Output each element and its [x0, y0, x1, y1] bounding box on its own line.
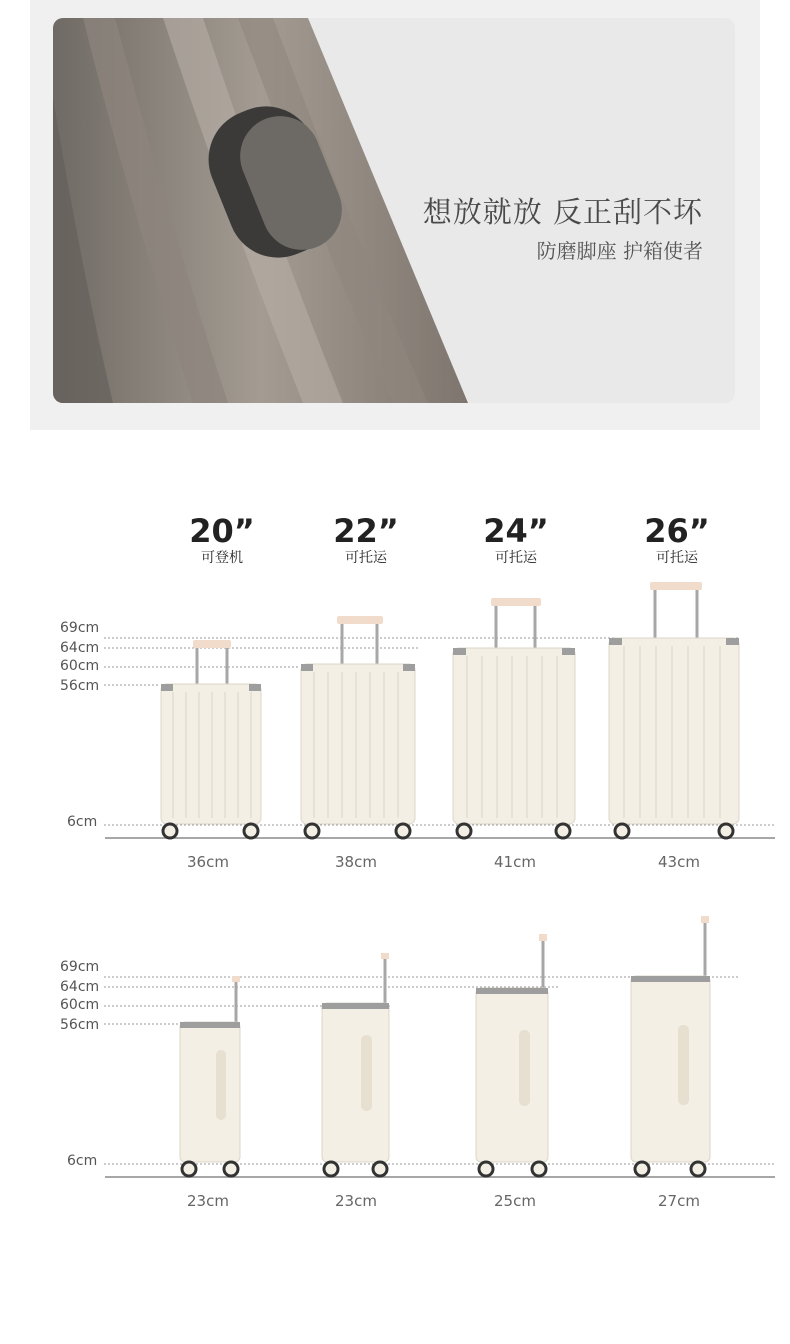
side-height-mark-56: 56cm	[60, 1017, 100, 1033]
width-label-24: 41cm	[494, 853, 536, 871]
size-20-header	[162, 513, 282, 567]
width-label-22: 38cm	[335, 853, 377, 871]
hero-title: 想放就放 反正刮不坏	[422, 195, 703, 229]
depth-label-24: 25cm	[494, 1192, 536, 1210]
suitcase-26-front	[609, 582, 739, 838]
size-note: 可托运	[495, 550, 537, 566]
width-label-20: 36cm	[187, 853, 229, 871]
suitcase-24-side	[476, 934, 548, 1176]
size-label: 26”	[644, 512, 710, 550]
height-mark-60: 60cm	[60, 658, 100, 674]
suitcase-26-side	[631, 916, 710, 1176]
suitcase-20-front	[161, 640, 261, 838]
suitcase-24-front	[453, 598, 575, 838]
size-22-header	[306, 513, 426, 567]
side-height-mark-6: 6cm	[67, 1153, 98, 1169]
size-label: 22”	[333, 512, 399, 550]
depth-label-22: 23cm	[335, 1192, 377, 1210]
side-height-mark-64: 64cm	[60, 979, 100, 995]
side-height-mark-60: 60cm	[60, 997, 100, 1013]
height-mark-64: 64cm	[60, 640, 100, 656]
front-guide-lines	[104, 638, 775, 825]
size-note: 可登机	[201, 550, 243, 566]
size-note: 可托运	[345, 550, 387, 566]
hero-card	[53, 18, 735, 403]
suitcase-20-side	[180, 976, 240, 1176]
size-label: 20”	[189, 512, 255, 550]
size-24-header	[456, 513, 576, 567]
side-guide-lines	[104, 977, 775, 1164]
size-label: 24”	[483, 512, 549, 550]
size-26-header	[617, 513, 737, 567]
suitcase-22-side	[322, 953, 389, 1176]
height-mark-69: 69cm	[60, 620, 100, 636]
suitcase-22-front	[301, 616, 415, 838]
depth-label-20: 23cm	[187, 1192, 229, 1210]
size-note: 可托运	[656, 550, 698, 566]
depth-label-26: 27cm	[658, 1192, 700, 1210]
side-height-mark-69: 69cm	[60, 959, 100, 975]
width-label-26: 43cm	[658, 853, 700, 871]
height-mark-56: 56cm	[60, 678, 100, 694]
hero-subtitle: 防磨脚座 护箱使者	[536, 239, 703, 263]
height-mark-6: 6cm	[67, 814, 98, 830]
